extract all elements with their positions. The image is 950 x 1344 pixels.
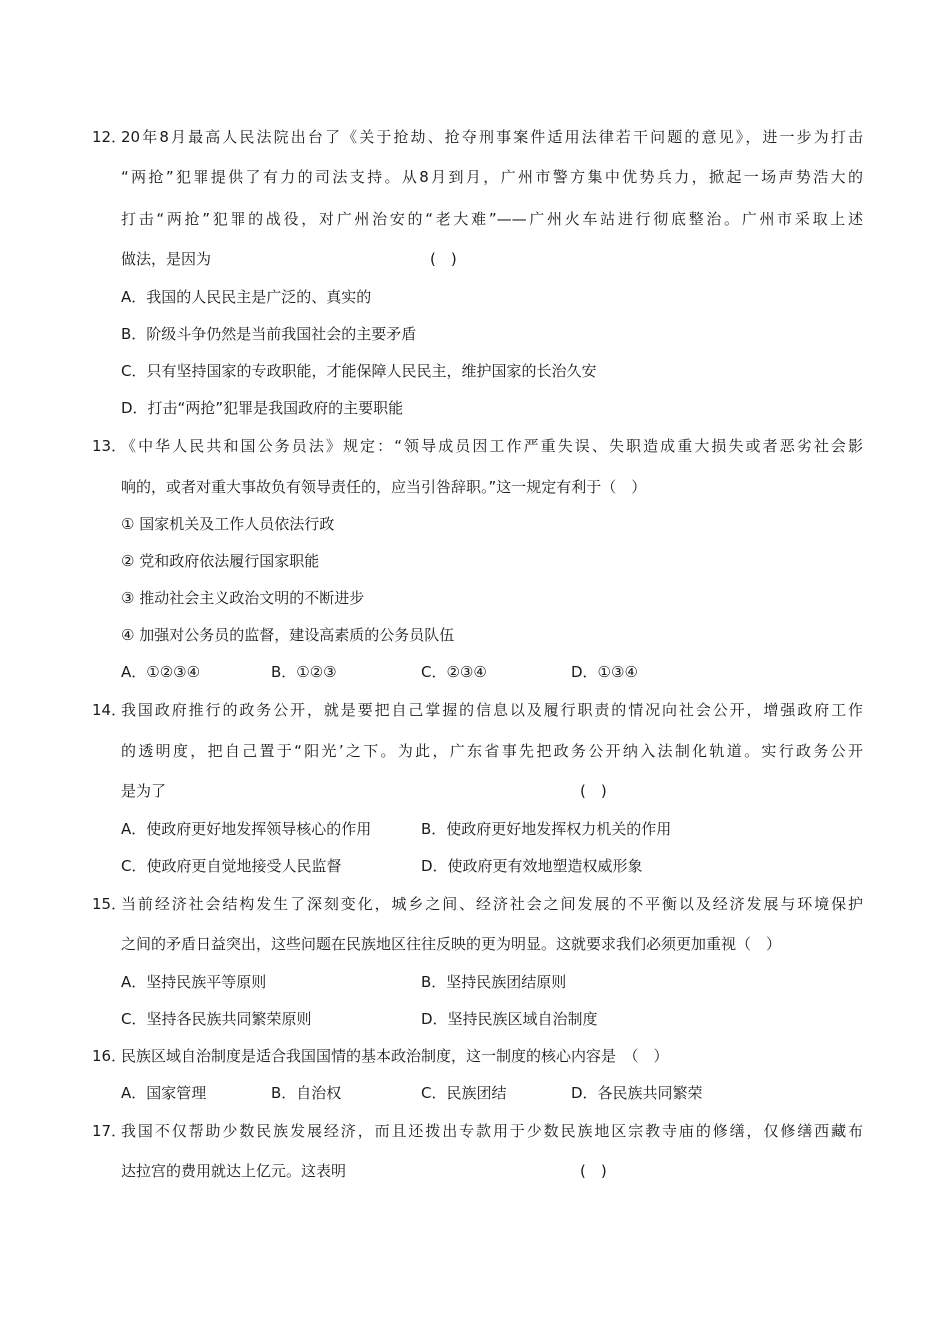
- option-d: D．各民族共同繁荣: [571, 1084, 703, 1102]
- statement-item: ③ 推动社会主义政治文明的不断进步: [121, 589, 365, 607]
- question-number: 14．: [92, 701, 127, 719]
- option-c: C．坚持各民族共同繁荣原则: [121, 1010, 312, 1028]
- question-text-line: 我国不仅帮助少数民族发展经济，而且还拨出专款用于少数民族地区宗教寺庙的修缮，仅修缮西藏布: [121, 1122, 863, 1140]
- question-text-line: 20年8月最高人民法院出台了《关于抢劫、抢夺刑事案件适用法律若干问题的意见》，进一步为打击: [121, 128, 863, 146]
- question-text-line: 打击“两抢”犯罪的战役，对广州治安的“老大难”——广州火车站进行彻底整治。广州市采取上述: [121, 210, 863, 228]
- question-text-line: 《中华人民共和国公务员法》规定：“领导成员因工作严重失误、失职造成重大损失或者恶劣社会影: [121, 437, 863, 455]
- question-number: 16．: [92, 1047, 127, 1065]
- question-text-line: 我国政府推行的政务公开，就是要把自己掌握的信息以及履行职责的情况向社会公开，增强政府工作: [121, 701, 863, 719]
- question-text-line: 之间的矛盾日益突出，这些问题在民族地区往往反映的更为明显。这就要求我们必须更加重视（ ）: [121, 935, 782, 953]
- question-text-line: “两抢”犯罪提供了有力的司法支持。从8月到月，广州市警方集中优势兵力，掀起一场声势浩大的: [121, 168, 863, 186]
- statement-item: ② 党和政府依法履行国家职能: [121, 552, 320, 570]
- question-number: 13．: [92, 437, 127, 455]
- question-text-line: 做法，是因为: [121, 250, 212, 268]
- answer-bracket: ( ): [430, 250, 457, 268]
- question-text-line: 是为了: [121, 782, 167, 800]
- question-number: 17．: [92, 1122, 127, 1140]
- option-d: D．打击“两抢”犯罪是我国政府的主要职能: [121, 399, 404, 417]
- question-text-line: 的透明度，把自己置于“阳光’之下。为此，广东省事先把政务公开纳入法制化轨道。实行政务公开: [121, 742, 863, 760]
- option-d: D．①③④: [571, 663, 638, 681]
- answer-bracket: ( ): [580, 1162, 607, 1180]
- option-b: B．自治权: [271, 1084, 342, 1102]
- option-a: A．国家管理: [121, 1084, 207, 1102]
- question-text-line: 民族区域自治制度是适合我国国情的基本政治制度，这一制度的核心内容是 （ ）: [121, 1047, 669, 1065]
- question-text-line: 达拉宫的费用就达上亿元。这表明: [121, 1162, 347, 1180]
- question-text-line: 响的，或者对重大事故负有领导责任的，应当引咎辞职。”这一规定有利于（ ）: [121, 478, 647, 496]
- option-a: A．①②③④: [121, 663, 201, 681]
- option-b: B．坚持民族团结原则: [421, 973, 567, 991]
- answer-bracket: ( ): [580, 782, 607, 800]
- option-c: C．使政府更自觉地接受人民监督: [121, 857, 342, 875]
- option-d: D．坚持民族区域自治制度: [421, 1010, 598, 1028]
- option-b: B．使政府更好地发挥权力机关的作用: [421, 820, 672, 838]
- option-a: A．坚持民族平等原则: [121, 973, 267, 991]
- option-d: D．使政府更有效地塑造权威形象: [421, 857, 643, 875]
- option-c: C．只有坚持国家的专政职能，才能保障人民民主，维护国家的长治久安: [121, 362, 597, 380]
- option-c: C．民族团结: [421, 1084, 507, 1102]
- question-text-line: 当前经济社会结构发生了深刻变化，城乡之间、经济社会之间发展的不平衡以及经济发展与环境保护: [121, 895, 863, 913]
- question-number: 12．: [92, 128, 127, 146]
- option-a: A．我国的人民民主是广泛的、真实的: [121, 288, 372, 306]
- option-b: B．①②③: [271, 663, 337, 681]
- option-a: A．使政府更好地发挥领导核心的作用: [121, 820, 372, 838]
- statement-item: ④ 加强对公务员的监督，建设高素质的公务员队伍: [121, 626, 455, 644]
- statement-item: ① 国家机关及工作人员依法行政: [121, 515, 335, 533]
- option-b: B．阶级斗争仍然是当前我国社会的主要矛盾: [121, 325, 417, 343]
- option-c: C．②③④: [421, 663, 487, 681]
- question-number: 15．: [92, 895, 127, 913]
